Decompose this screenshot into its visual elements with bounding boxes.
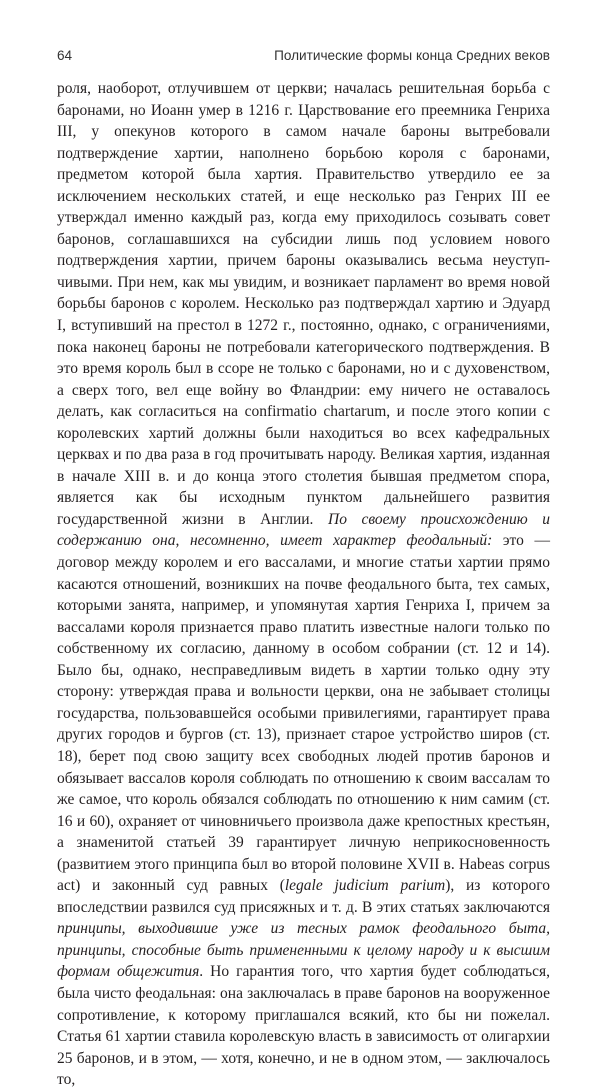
page-header bbox=[57, 48, 550, 72]
text-segment: роля, наоборот, отлучившем от церкви; началась решительная борьба с баронами, но Иоанн умер в 1216 г. Царствование его преемника Генриха III, у опекунов которого в самом начале бароны вытребовали подтверждение хартии, наполнено борьбою короля с баронами, предметом которой была хартия. Правительство утвердило ее за исключением нескольких статей, и еще несколько раз Генрих III ее утверждал именно каждый раз, когда ему приходилось созывать совет баронов, соглашавшихся на субсидии лишь под условием нового подтверждения хартии, причем бароны оказывались весьма неуступчивыми. При нем, как мы увидим, и возникает парламент во время новой борьбы баронов с королем. Несколько раз подтверждал хартию и Эдуард I, вступивший на престол в 1272 г., постоянно, однако, с ограничениями, пока наконец бароны не потребовали категорического подтверждения. В это время король был в ссоре не только с баронами, но и с духовенством, а сверх того, вел еще войну во Фландрии: ему ничего не оставалось делать, как согласиться на confirmatio chartarum, и после этого копии с королевских хартий должны были находиться во всех кафедральных церквах и по два раза в год прочитывать народу. Великая хартия, изданная в начале XIII в. и до конца этого столетия бывшая предметом спора, является как бы исходным пунктом дальнейшего развития государственной жизни в Англии. bbox=[57, 80, 550, 528]
running-title: Политические формы конца Средних веков bbox=[274, 48, 550, 63]
italic-text-segment: По своему происхождению и содержанию она, несомненно, имеет характер феодальный: bbox=[57, 510, 551, 550]
italic-text-segment: принципы, выходившие уже из тесных рамок феодального быта, принципы, способные быть примененными к целому народу и к высшим формам общежития bbox=[57, 920, 550, 981]
page-number: 64 bbox=[57, 48, 73, 63]
italic-text-segment: legale judicium parium bbox=[284, 877, 446, 895]
text-segment: ), из которого впоследствии развился суд присяжных и т. д. В этих статьях заключаются bbox=[57, 877, 550, 916]
body-paragraph bbox=[57, 78, 550, 1091]
text-segment: . Но гарантия того, что хартия будет соблюдаться, была чисто феодальная: она заключалась в праве баронов на вооруженное сопротивление, к которому приглашался всякий, кто бы ни пожелал. Статья 61 хартии ставила королевскую власть в зависимость от олигархии 25 баронов, и в этом, — хотя, конечно, и не в одном этом, — заключалось то, bbox=[57, 963, 550, 1089]
text-segment: это — договор между королем и его вассалами, и многие статьи хартии прямо касаются отношений, возникших на почве феодального быта, тех самых, которыми занята, например, и упомянутая хартия Генриха I, причем за вассалами короля признается право платить известные налоги только по собственному их согласию, данному в особом собрании (ст. 12 и 14). Было бы, однако, несправедливым видеть в хартии только одну эту сторону: утверждая права и вольности церкви, она не забывает столицы государства, пользовавшейся особыми привилегиями, гарантирует права других городов и бургов (ст. 13), признает старое устройство широв (ст. 18), берет под свою защиту всех свободных людей против баронов и обязывает вассалов короля соблюдать по отношению к своим вассалам то же самое, что король обязался соблюдать по отношению к ним самим (ст. 16 и 60), охраняет от чиновничьего произвола даже крепостных крестьян, а знаменитой статьей 39 гарантирует личную неприкосновенность (развитием этого принципа был во второй половине XVII в. Habeas corpus act) и законный суд равных ( bbox=[57, 532, 550, 895]
